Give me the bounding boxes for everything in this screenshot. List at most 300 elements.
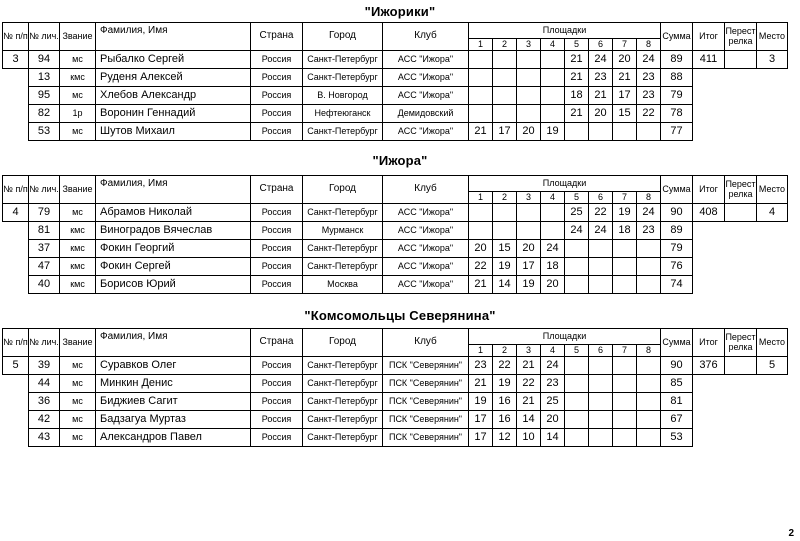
platform-score: [589, 411, 613, 429]
table-row: [3, 393, 788, 411]
lic-number: 95: [29, 87, 60, 105]
country: Россия: [251, 51, 303, 69]
table-row: [3, 51, 788, 69]
platform-score: 21: [613, 69, 637, 87]
table-row: [3, 375, 788, 393]
header-num: № п/п: [3, 23, 29, 51]
platform-score: [565, 429, 589, 447]
header-place: Место: [757, 23, 788, 51]
table-row: [3, 276, 788, 294]
table-row: [3, 105, 788, 123]
header-country: Страна: [251, 176, 303, 204]
rank: кмс: [60, 276, 96, 294]
platform-number: 1: [469, 192, 493, 204]
platform-score: [613, 276, 637, 294]
sum: 77: [661, 123, 693, 141]
table-row: [3, 87, 788, 105]
sum: 85: [661, 375, 693, 393]
sum: 78: [661, 105, 693, 123]
city: Москва: [303, 276, 383, 294]
team-place: [757, 411, 788, 429]
platform-score: 23: [469, 357, 493, 375]
platform-score: [637, 240, 661, 258]
platform-score: 10: [517, 429, 541, 447]
city: Мурманск: [303, 222, 383, 240]
platform-score: 25: [565, 204, 589, 222]
country: Россия: [251, 357, 303, 375]
platform-score: 19: [517, 276, 541, 294]
platform-score: [589, 375, 613, 393]
reweigh-cell: [725, 375, 757, 393]
platform-number: 2: [493, 192, 517, 204]
platform-score: 22: [589, 204, 613, 222]
athlete-name: Виноградов Вячеслав: [96, 222, 251, 240]
platform-score: [493, 69, 517, 87]
platform-score: [469, 222, 493, 240]
team-total: [693, 411, 725, 429]
athlete-name: Рыбалко Сергей: [96, 51, 251, 69]
platform-number: 4: [541, 345, 565, 357]
rank: мс: [60, 357, 96, 375]
header-rank: Звание: [60, 23, 96, 51]
platform-score: 19: [541, 123, 565, 141]
rank: мс: [60, 51, 96, 69]
header-country: Страна: [251, 329, 303, 357]
lic-number: 37: [29, 240, 60, 258]
team-title: "Комсомольцы Северянина": [304, 308, 496, 323]
athlete-name: Хлебов Александр: [96, 87, 251, 105]
platform-score: 24: [637, 51, 661, 69]
athlete-name: Суравков Олег: [96, 357, 251, 375]
team-number: [3, 240, 29, 258]
team-place: 4: [757, 204, 788, 222]
team-number: [3, 276, 29, 294]
platform-score: 14: [493, 276, 517, 294]
platform-score: [613, 429, 637, 447]
rank: кмс: [60, 240, 96, 258]
country: Россия: [251, 204, 303, 222]
platform-score: [565, 393, 589, 411]
sum: 79: [661, 87, 693, 105]
lic-number: 81: [29, 222, 60, 240]
header-platforms: Площадки: [469, 176, 661, 192]
platform-score: 18: [565, 87, 589, 105]
athlete-name: Абрамов Николай: [96, 204, 251, 222]
header-total: Итог: [693, 176, 725, 204]
platform-score: 21: [565, 105, 589, 123]
city: Санкт-Петербург: [303, 429, 383, 447]
platform-score: [589, 276, 613, 294]
page-number: 2: [788, 528, 794, 539]
platform-score: 23: [637, 69, 661, 87]
platform-score: [517, 105, 541, 123]
athlete-name: Фокин Георгий: [96, 240, 251, 258]
athlete-name: Бадзагуа Муртаз: [96, 411, 251, 429]
team-total: [693, 222, 725, 240]
platform-score: [565, 375, 589, 393]
sum: 67: [661, 411, 693, 429]
sum: 88: [661, 69, 693, 87]
table-header: [3, 23, 788, 39]
city: Санкт-Петербург: [303, 240, 383, 258]
platform-score: 17: [469, 411, 493, 429]
header-place: Место: [757, 329, 788, 357]
platform-score: 23: [541, 375, 565, 393]
platform-score: 24: [589, 51, 613, 69]
header-sum: Сумма: [661, 176, 693, 204]
team-total: [693, 258, 725, 276]
platform-score: [565, 411, 589, 429]
team-number: [3, 222, 29, 240]
lic-number: 53: [29, 123, 60, 141]
rank: кмс: [60, 222, 96, 240]
platform-score: [541, 105, 565, 123]
sum: 53: [661, 429, 693, 447]
team-place: 3: [757, 51, 788, 69]
platform-score: [517, 69, 541, 87]
platform-number: 7: [613, 39, 637, 51]
header-sum: Сумма: [661, 23, 693, 51]
platform-score: [517, 204, 541, 222]
header-reweigh: Перест релка: [725, 23, 757, 51]
lic-number: 47: [29, 258, 60, 276]
rank: мс: [60, 123, 96, 141]
platform-score: [565, 357, 589, 375]
header-name: Фамилия, Имя: [96, 176, 251, 204]
platform-score: 20: [541, 276, 565, 294]
reweigh-cell: [725, 393, 757, 411]
platform-number: 5: [565, 192, 589, 204]
table-row: [3, 429, 788, 447]
platform-score: 24: [541, 357, 565, 375]
team-total: 408: [693, 204, 725, 222]
team-place: [757, 429, 788, 447]
platform-score: [493, 222, 517, 240]
platform-score: 15: [493, 240, 517, 258]
platform-score: [613, 240, 637, 258]
platform-number: 3: [517, 192, 541, 204]
platform-score: 21: [565, 51, 589, 69]
platform-score: 21: [469, 276, 493, 294]
team-results-table: [2, 175, 788, 294]
platform-score: 22: [493, 357, 517, 375]
team-place: [757, 393, 788, 411]
team-number: [3, 105, 29, 123]
team-place: [757, 123, 788, 141]
platform-score: [613, 393, 637, 411]
rank: мс: [60, 204, 96, 222]
club: АСС "Ижора": [383, 276, 469, 294]
platform-score: 23: [637, 222, 661, 240]
table-row: [3, 357, 788, 375]
country: Россия: [251, 222, 303, 240]
lic-number: 44: [29, 375, 60, 393]
platform-score: 22: [517, 375, 541, 393]
team-total: [693, 240, 725, 258]
platform-score: [469, 51, 493, 69]
platform-score: 21: [589, 87, 613, 105]
team-total: 376: [693, 357, 725, 375]
platform-score: 21: [565, 69, 589, 87]
team-number: [3, 123, 29, 141]
platform-score: [613, 357, 637, 375]
rank: мс: [60, 411, 96, 429]
team-place: [757, 240, 788, 258]
sum: 74: [661, 276, 693, 294]
platform-score: 17: [493, 123, 517, 141]
country: Россия: [251, 429, 303, 447]
platform-score: [613, 411, 637, 429]
platform-score: 17: [517, 258, 541, 276]
city: Санкт-Петербург: [303, 51, 383, 69]
country: Россия: [251, 393, 303, 411]
platform-score: [589, 429, 613, 447]
club: ПСК "Северянин": [383, 411, 469, 429]
header-lic: № лич.: [29, 329, 60, 357]
platform-score: 25: [541, 393, 565, 411]
header-place: Место: [757, 176, 788, 204]
country: Россия: [251, 276, 303, 294]
team-number: [3, 429, 29, 447]
country: Россия: [251, 411, 303, 429]
team-number: [3, 393, 29, 411]
platform-number: 8: [637, 192, 661, 204]
platform-score: [637, 258, 661, 276]
platform-score: 24: [541, 240, 565, 258]
header-name: Фамилия, Имя: [96, 329, 251, 357]
platform-number: 1: [469, 39, 493, 51]
athlete-name: Воронин Геннадий: [96, 105, 251, 123]
country: Россия: [251, 258, 303, 276]
reweigh-cell: [725, 258, 757, 276]
team-number: [3, 411, 29, 429]
header-city: Город: [303, 176, 383, 204]
sum: 90: [661, 357, 693, 375]
header-city: Город: [303, 329, 383, 357]
platform-score: [517, 222, 541, 240]
platform-number: 5: [565, 345, 589, 357]
reweigh-cell: [725, 240, 757, 258]
platform-score: [565, 276, 589, 294]
club: ПСК "Северянин": [383, 375, 469, 393]
athlete-name: Шутов Михаил: [96, 123, 251, 141]
lic-number: 13: [29, 69, 60, 87]
club: АСС "Ижора": [383, 240, 469, 258]
table-row: [3, 411, 788, 429]
platform-score: 17: [469, 429, 493, 447]
platform-score: [589, 357, 613, 375]
club: АСС "Ижора": [383, 204, 469, 222]
platform-score: 21: [469, 123, 493, 141]
rank: кмс: [60, 258, 96, 276]
team-place: [757, 105, 788, 123]
platform-score: [637, 357, 661, 375]
city: В. Новгород: [303, 87, 383, 105]
sum: 89: [661, 222, 693, 240]
team-total: [693, 276, 725, 294]
athlete-name: Руденя Алексей: [96, 69, 251, 87]
platform-number: 4: [541, 39, 565, 51]
header-reweigh: Перест релка: [725, 176, 757, 204]
table-row: [3, 123, 788, 141]
platform-score: 15: [613, 105, 637, 123]
platform-number: 6: [589, 345, 613, 357]
club: ПСК "Северянин": [383, 357, 469, 375]
city: Санкт-Петербург: [303, 411, 383, 429]
platform-score: [493, 87, 517, 105]
platform-number: 2: [493, 345, 517, 357]
header-club: Клуб: [383, 23, 469, 51]
header-name: Фамилия, Имя: [96, 23, 251, 51]
platform-score: 21: [517, 393, 541, 411]
reweigh-cell: [725, 69, 757, 87]
platform-score: [493, 204, 517, 222]
platform-score: [469, 69, 493, 87]
city: Санкт-Петербург: [303, 258, 383, 276]
lic-number: 42: [29, 411, 60, 429]
platform-number: 7: [613, 192, 637, 204]
platform-score: 17: [613, 87, 637, 105]
city: Санкт-Петербург: [303, 204, 383, 222]
header-country: Страна: [251, 23, 303, 51]
club: ПСК "Северянин": [383, 429, 469, 447]
platform-score: 23: [637, 87, 661, 105]
team-total: 411: [693, 51, 725, 69]
header-num: № п/п: [3, 329, 29, 357]
platform-score: 20: [469, 240, 493, 258]
platform-score: [637, 123, 661, 141]
rank: мс: [60, 87, 96, 105]
platform-score: 20: [613, 51, 637, 69]
header-total: Итог: [693, 23, 725, 51]
header-city: Город: [303, 23, 383, 51]
reweigh-cell: [725, 276, 757, 294]
club: АСС "Ижора": [383, 258, 469, 276]
header-platforms: Площадки: [469, 329, 661, 345]
athlete-name: Борисов Юрий: [96, 276, 251, 294]
team-place: [757, 87, 788, 105]
platform-score: [541, 69, 565, 87]
rank: 1р: [60, 105, 96, 123]
platform-score: 16: [493, 393, 517, 411]
athlete-name: Фокин Сергей: [96, 258, 251, 276]
club: АСС "Ижора": [383, 51, 469, 69]
platform-score: 23: [589, 69, 613, 87]
platform-score: [469, 87, 493, 105]
platform-score: [493, 105, 517, 123]
platform-number: 7: [613, 345, 637, 357]
platform-score: 18: [541, 258, 565, 276]
platform-score: 24: [565, 222, 589, 240]
club: АСС "Ижора": [383, 222, 469, 240]
header-rank: Звание: [60, 329, 96, 357]
header-lic: № лич.: [29, 176, 60, 204]
platform-score: [637, 375, 661, 393]
header-lic: № лич.: [29, 23, 60, 51]
platform-score: 19: [493, 375, 517, 393]
sum: 76: [661, 258, 693, 276]
platform-score: 16: [493, 411, 517, 429]
club: ПСК "Северянин": [383, 393, 469, 411]
platform-score: [637, 411, 661, 429]
team-total: [693, 123, 725, 141]
platform-score: [517, 51, 541, 69]
team-number: [3, 69, 29, 87]
platform-score: [541, 51, 565, 69]
team-number: [3, 258, 29, 276]
athlete-name: Минкин Денис: [96, 375, 251, 393]
team-results-table: [2, 328, 788, 447]
team-place: [757, 69, 788, 87]
platform-score: 22: [637, 105, 661, 123]
platform-score: [637, 429, 661, 447]
reweigh-cell: [725, 429, 757, 447]
team-title: "Ижорики": [364, 4, 436, 19]
city: Нефтеюганск: [303, 105, 383, 123]
sum: 89: [661, 51, 693, 69]
platform-score: 21: [517, 357, 541, 375]
platform-score: [565, 240, 589, 258]
country: Россия: [251, 123, 303, 141]
header-reweigh: Перест релка: [725, 329, 757, 357]
team-place: [757, 375, 788, 393]
platform-score: 20: [517, 240, 541, 258]
team-number: 5: [3, 357, 29, 375]
platform-number: 1: [469, 345, 493, 357]
header-sum: Сумма: [661, 329, 693, 357]
city: Санкт-Петербург: [303, 123, 383, 141]
platform-score: 19: [469, 393, 493, 411]
team-number: [3, 87, 29, 105]
team-place: [757, 276, 788, 294]
city: Санкт-Петербург: [303, 375, 383, 393]
club: АСС "Ижора": [383, 69, 469, 87]
header-platforms: Площадки: [469, 23, 661, 39]
lic-number: 82: [29, 105, 60, 123]
table-header: [3, 176, 788, 192]
platform-score: [517, 87, 541, 105]
header-total: Итог: [693, 329, 725, 357]
table-row: [3, 240, 788, 258]
platform-number: 3: [517, 39, 541, 51]
athlete-name: Биджиев Сагит: [96, 393, 251, 411]
team-place: 5: [757, 357, 788, 375]
reweigh-cell: [725, 357, 757, 375]
platform-score: [613, 375, 637, 393]
platform-score: 20: [589, 105, 613, 123]
rank: мс: [60, 393, 96, 411]
platform-score: 14: [541, 429, 565, 447]
platform-score: [589, 258, 613, 276]
team-place: [757, 222, 788, 240]
lic-number: 43: [29, 429, 60, 447]
platform-score: [541, 87, 565, 105]
lic-number: 36: [29, 393, 60, 411]
team-total: [693, 105, 725, 123]
platform-score: [637, 276, 661, 294]
reweigh-cell: [725, 204, 757, 222]
city: Санкт-Петербург: [303, 357, 383, 375]
platform-score: [541, 204, 565, 222]
team-place: [757, 258, 788, 276]
platform-number: 6: [589, 192, 613, 204]
reweigh-cell: [725, 51, 757, 69]
rank: мс: [60, 429, 96, 447]
platform-score: [541, 222, 565, 240]
platform-number: 4: [541, 192, 565, 204]
team-number: 3: [3, 51, 29, 69]
reweigh-cell: [725, 105, 757, 123]
